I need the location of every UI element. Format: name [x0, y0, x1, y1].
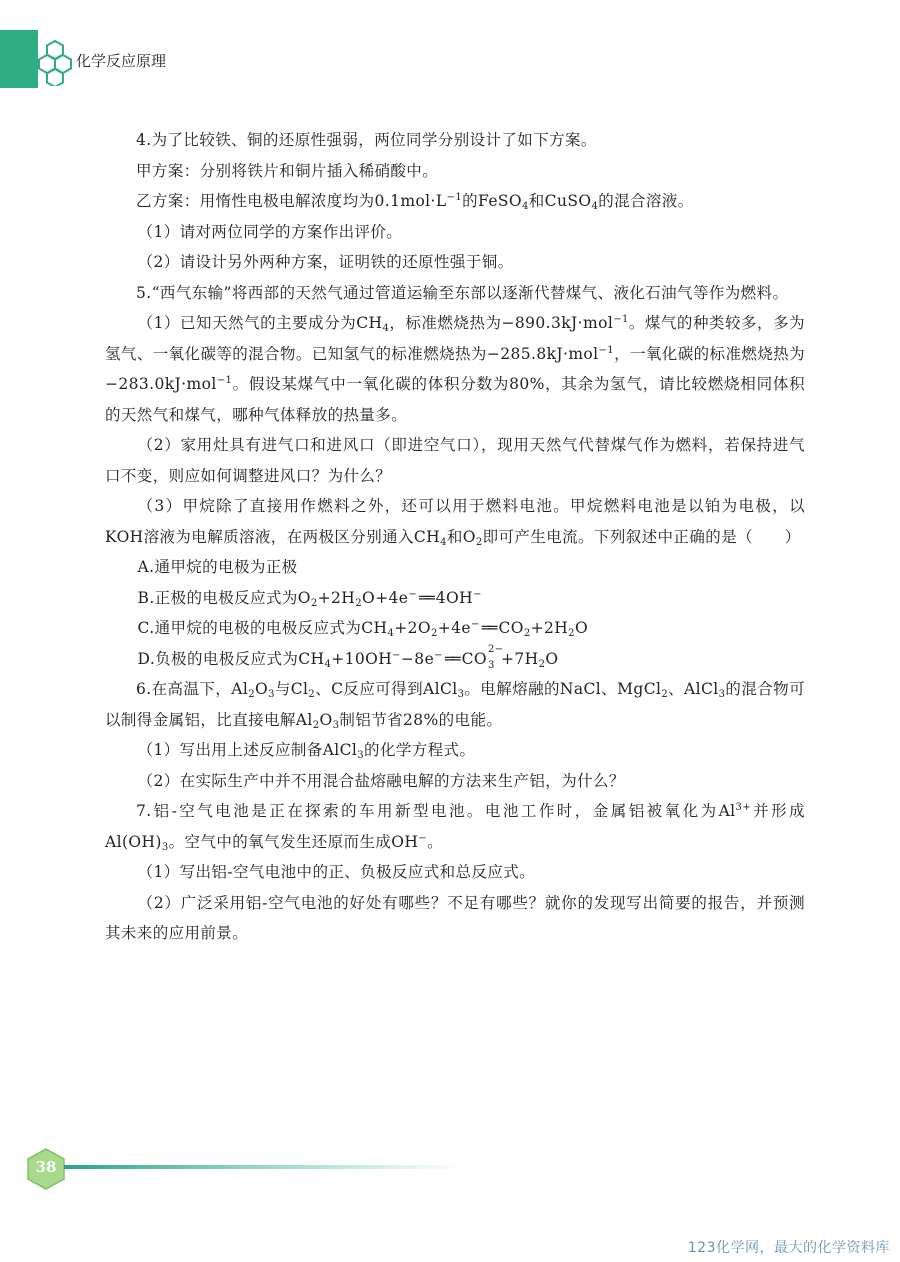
q7-sub1: （1）写出铝-空气电池中的正、负极反应式和总反应式。 — [137, 863, 536, 881]
q6-stem: 6.在高温下，$Al_2O_3$与$Cl_2$、C反应可得到AlCl$_3$。电解熔融的NaCl、MgCl$_2$、AlCl$_3$的混合物可以制得金属铝，比直接电解$Al_2O_3$制铝节省28%的电能。 — [105, 680, 805, 731]
q5-sub2: （2）家用灶具有进气口和进风口（即进空气口），现用天然气代替煤气作为燃料，若保持进气口不变，则应如何调整进风口？为什么？ — [105, 436, 805, 485]
q4-sub2: （2）请设计另外两种方案，证明铁的还原性强于铜。 — [137, 253, 514, 271]
q5-stem: 5.“西气东输”将西部的天然气通过管道运输至东部以逐渐代替煤气、液化石油气等作为燃料。 — [136, 283, 789, 302]
page-number: 38 — [35, 1158, 57, 1176]
q5-option-b: B.正极的电极反应式为$O_2+2H_2O+4e^-$ ══ 4OH− — [137, 588, 482, 609]
q6-sub1: （1）写出用上述反应制备AlCl$_3$的化学方程式。 — [137, 741, 476, 761]
q5-option-c: C.通甲烷的电极的电极反应式为$CH_4+2O_2+4e^-$ ══ $CO_2+2H_2O$ — [137, 619, 589, 639]
q6-sub2: （2）在实际生产中并不用混合盐熔融电解的方法来生产铝，为什么？ — [137, 771, 625, 790]
q7-stem: 7.铝-空气电池是正在探索的车用新型电池。电池工作时，金属铝被氧化为$Al^{3+}$并形成$Al(OH)_3$。空气中的氧气发生还原而生成OH−。 — [105, 802, 805, 853]
q4-plan-b: 乙方案：用惰性电极电解浓度均为$0.1mol\cdot L^{-1}$的FeSO$_4$和CuSO$_4$的混合溶液。 — [136, 192, 694, 212]
q4-sub1: （1）请对两位同学的方案作出评价。 — [137, 222, 403, 241]
q5-option-a: A.通甲烷的电极为正极 — [137, 558, 298, 576]
hexagon-molecule-icon — [30, 38, 80, 86]
watermark-text: 123化学网，最大的化学资料库 — [687, 1240, 890, 1256]
q5-option-d: D.负极的电极反应式为$CH_4+10OH^--8e^-$ ══ CO 2− 3 $+7H_2O$ — [137, 643, 559, 671]
q4-plan-a: 甲方案：分别将铁片和铜片插入稀硝酸中。 — [136, 161, 439, 180]
q7-sub2: （2）广泛采用铝-空气电池的好处有哪些？不足有哪些？就你的发现写出简要的报告，并预测其未来的应用前景。 — [105, 893, 805, 942]
section-title: 化学反应原理 — [76, 52, 167, 70]
exercise-content — [105, 125, 805, 949]
q5-sub3: （3）甲烷除了直接用作燃料之外，还可以用于燃料电池。甲烷燃料电池是以铂为电极，以KOH溶液为电解质溶液，在两极区分别通入$CH_4$和$O_2$即可产生电流。下列叙述中正确的是（ ） — [105, 497, 805, 548]
q5-sub1: （1）已知天然气的主要成分为$CH_4$，标准燃烧热为−890.3kJ·mol$^{-1}$。煤气的种类较多，多为氢气、一氧化碳等的混合物。已知氢气的标准燃烧热为−285.8kJ·mol$^{-1}$，一氧化碳的标准燃烧热为−283.0kJ·mol$^{-1}$。假设某煤气中一氧化碳的体积分数为80%，其余为氢气，请比较燃烧相同体积的天然气和煤气，哪种气体释放的热量多。 — [105, 314, 806, 424]
q4-stem: 4.为了比较铁、铜的还原性强弱，两位同学分别设计了如下方案。 — [136, 131, 597, 149]
footer-divider — [64, 1165, 464, 1169]
